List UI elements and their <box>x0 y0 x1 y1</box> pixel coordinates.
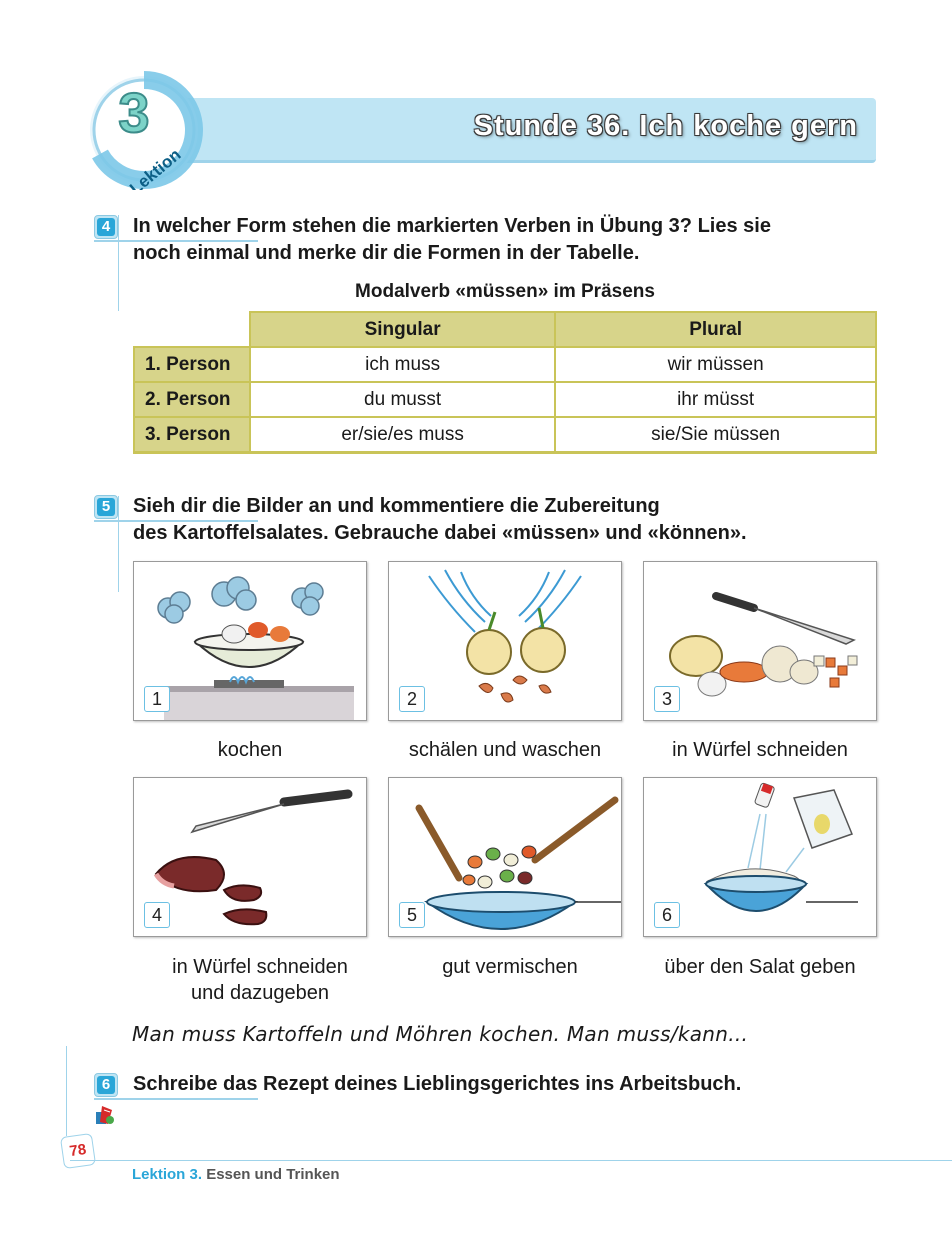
caption: in Würfel schneiden <box>672 739 848 761</box>
exercise6-instruction: Schreibe das Rezept deines Lieblingsgerichtes ins Arbeitsbuch. <box>133 1073 742 1095</box>
picture-number: 5 <box>399 902 425 928</box>
caption: über den Salat geben <box>664 956 856 978</box>
lesson-header-band <box>170 98 876 163</box>
workbook-icon <box>94 1104 116 1126</box>
exercise5-line2: des Kartoffelsalates. Gebrauche dabei «müssen» und «können». <box>133 522 747 544</box>
footer-topic: Essen und Trinken <box>206 1166 340 1183</box>
picture-number: 6 <box>654 902 680 928</box>
lesson-badge <box>86 70 206 190</box>
exercise5-line1: Sieh dir die Bilder an und kommentiere die Zubereitung <box>133 495 660 517</box>
plural-form: ihr müsst <box>555 382 876 417</box>
caption: kochen <box>217 739 283 761</box>
sample-answer: Man muss Kartoffeln und Möhren kochen. Man muss/kann... <box>132 1022 749 1046</box>
singular-form: du musst <box>250 382 555 417</box>
exercise5-rule <box>118 496 119 592</box>
exercise6-rule <box>66 1046 67 1136</box>
picture-boiling <box>133 561 367 721</box>
table-row <box>134 347 876 382</box>
picture-number: 3 <box>654 686 680 712</box>
lesson-number: 3 <box>118 81 150 144</box>
picture-number: 1 <box>144 686 170 712</box>
exercise5-number: 5 <box>97 498 115 516</box>
picture-sausage <box>133 777 367 937</box>
exercise4-underline <box>94 240 258 242</box>
conjugation-table <box>133 311 877 454</box>
exercise5-underline <box>94 520 258 522</box>
exercise6-number-badge <box>94 1073 118 1097</box>
caption: gut vermischen <box>442 956 578 978</box>
exercise4-rule <box>118 215 119 311</box>
exercise4-line1: In welcher Form stehen die markierten Verben in Übung 3? Lies sie <box>133 215 771 237</box>
picture-number: 4 <box>144 902 170 928</box>
person-label: 3. Person <box>134 417 250 453</box>
plural-form: wir müssen <box>555 347 876 382</box>
column-header-singular: Singular <box>250 312 555 347</box>
table-corner <box>134 312 250 347</box>
picture-cutting <box>643 561 877 721</box>
picture-number: 2 <box>399 686 425 712</box>
column-header-plural: Plural <box>555 312 876 347</box>
exercise4-number: 4 <box>97 218 115 236</box>
singular-form: er/sie/es muss <box>250 417 555 453</box>
caption-line1: in Würfel schneiden <box>172 956 348 978</box>
caption: schälen und waschen <box>408 739 602 761</box>
exercise4-line2: noch einmal und merke dir die Formen in der Tabelle. <box>133 242 640 264</box>
page-number: 78 <box>60 1133 96 1169</box>
lesson-word: Lektion <box>126 144 185 190</box>
caption-line2: und dazugeben <box>191 982 329 1004</box>
exercise5-number-badge <box>94 495 118 519</box>
table-header-row <box>134 312 876 347</box>
person-label: 1. Person <box>134 347 250 382</box>
exercise6-underline <box>94 1098 258 1100</box>
person-label: 2. Person <box>134 382 250 417</box>
table-title: Modalverb «müssen» im Präsens <box>355 281 655 302</box>
caption <box>133 954 387 1006</box>
picture-mixing <box>388 777 622 937</box>
footer-lesson: Lektion 3. <box>132 1166 203 1183</box>
picture-dressing <box>643 777 877 937</box>
exercise4-number-badge <box>94 215 118 239</box>
table-row <box>134 417 876 453</box>
plural-form: sie/Sie müssen <box>555 417 876 453</box>
footer-rule <box>70 1160 952 1161</box>
page-title: Stunde 36. Ich koche gern <box>473 110 858 142</box>
table-row <box>134 382 876 417</box>
footer-text <box>132 1166 340 1183</box>
picture-peeling <box>388 561 622 721</box>
exercise6-number: 6 <box>97 1076 115 1094</box>
singular-form: ich muss <box>250 347 555 382</box>
